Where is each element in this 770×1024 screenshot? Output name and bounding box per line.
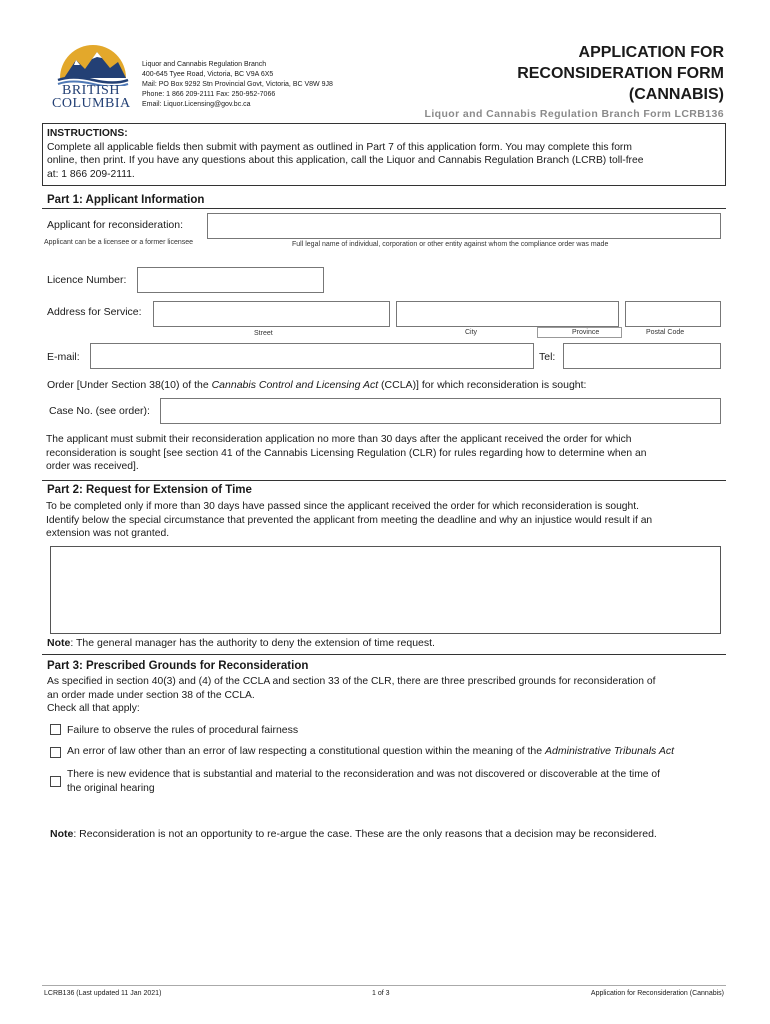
part3-note-text: : Reconsideration is not an opportunity to re-argue the case. These are the only reasons that a decision may be reconsidered.	[73, 828, 657, 840]
option-new-evidence-line-1: There is new evidence that is substantial and material to the reconsideration and was not discovered or discoverable at the time of	[67, 769, 660, 780]
province-label: Province	[572, 329, 600, 336]
title-line-2: RECONSIDERATION FORM	[517, 65, 724, 82]
instructions-line-3: at: 1 866 209-2111.	[47, 168, 135, 180]
order-post: (CCLA)] for which reconsideration is sought:	[378, 379, 587, 391]
checkbox-error-of-law[interactable]	[50, 747, 61, 758]
sun-mountain-emblem-icon	[52, 38, 134, 86]
city-input[interactable]	[396, 301, 619, 327]
branch-address-block	[142, 60, 333, 110]
licence-number-input[interactable]	[137, 267, 324, 293]
licence-label: Licence Number:	[47, 274, 127, 286]
bc-logo	[52, 38, 134, 112]
applicant-sublabel: Full legal name of individual, corporation or other entity against whom the compliance order was made	[292, 241, 609, 248]
branch-name: Liquor and Cannabis Regulation Branch	[142, 61, 267, 68]
part3-line-2: an order made under section 38 of the CCLA.	[47, 689, 255, 701]
part2-note	[47, 637, 435, 649]
part2-note-bold: Note	[47, 637, 71, 649]
part2-line-1: To be completed only if more than 30 days have passed since the applicant received the order for which reconsideration is sought.	[46, 501, 639, 512]
deadline-line-1: The applicant must submit their reconsideration application no more than 30 days after the applicant received the order for which	[46, 434, 632, 445]
instructions-line-1: Complete all applicable fields then submit with payment as outlined in Part 7 of this application form. You may complete this form	[47, 141, 632, 153]
email-input[interactable]	[90, 343, 534, 369]
postal-label: Postal Code	[646, 329, 685, 336]
branch-mail: Mail: PO Box 9292 Stn Provincial Govt, Victoria, BC V8W 9J8	[142, 81, 333, 88]
title-line-1: APPLICATION FOR	[578, 44, 724, 61]
street-input[interactable]	[153, 301, 390, 327]
title-line-3: (CANNABIS)	[628, 86, 724, 103]
part3-title: Part 3: Prescribed Grounds for Reconsideration	[47, 660, 309, 672]
footer-left: LCRB136 (Last updated 11 Jan 2021)	[44, 990, 162, 997]
applicant-name-input[interactable]	[207, 213, 721, 239]
option-new-evidence	[67, 768, 660, 795]
option-error-of-law	[67, 745, 674, 757]
order-act-name: Cannabis Control and Licensing Act	[211, 379, 379, 391]
instructions-line-2: online, then print. If you have any questions about this application, call the Liquor and Cannabis Regulation Branch (LCRB) toll-free	[47, 155, 644, 166]
street-label: Street	[254, 330, 273, 337]
tel-input[interactable]	[563, 343, 721, 369]
part2-text	[46, 500, 652, 541]
postal-code-input[interactable]	[625, 301, 721, 327]
logo-columbia: COLUMBIA	[52, 96, 131, 111]
instructions-heading: INSTRUCTIONS:	[47, 128, 128, 139]
part3-note	[50, 828, 657, 840]
case-number-input[interactable]	[160, 398, 721, 424]
part2-top-divider	[42, 480, 726, 481]
part3-line-1: As specified in section 40(3) and (4) of the CCLA and section 33 of the CLR, there are three prescribed grounds for reconsideration of	[47, 676, 656, 687]
footer-divider	[42, 985, 726, 986]
checkbox-procedural-fairness[interactable]	[50, 724, 61, 735]
part2-note-text: : The general manager has the authority to deny the extension of time request.	[70, 637, 435, 649]
deadline-text	[46, 433, 646, 474]
order-pre: Order [Under Section 38(10) of the	[47, 379, 212, 391]
part2-line-3: extension was not granted.	[46, 528, 170, 539]
option-procedural-fairness: Failure to observe the rules of procedural fairness	[67, 724, 299, 736]
applicant-label: Applicant for reconsideration:	[47, 219, 183, 231]
deadline-line-3: order was received].	[46, 461, 139, 472]
logo-british: BRITISH	[62, 83, 120, 98]
footer-right: Application for Reconsideration (Cannabis)	[590, 990, 724, 997]
tel-label: Tel:	[539, 351, 556, 363]
deadline-line-2: reconsideration is sought [see section 41 of the Cannabis Licensing Regulation (CLR) for rules regarding how to determine when an	[46, 447, 647, 459]
instructions	[47, 127, 643, 181]
part1-title: Part 1: Applicant Information	[47, 194, 205, 206]
branch-email: Email: Liquor.Licensing@gov.bc.ca	[142, 101, 251, 108]
part3-text	[47, 675, 655, 716]
part2-title: Part 2: Request for Extension of Time	[47, 484, 252, 496]
option-error-of-law-act: Administrative Tribunals Act	[545, 745, 674, 757]
order-statement	[47, 379, 586, 391]
form-id: Liquor and Cannabis Regulation Branch Form LCRB136	[424, 108, 724, 120]
email-label: E-mail:	[47, 351, 80, 363]
applicant-note: Applicant can be a licensee or a former licensee	[44, 239, 194, 246]
option-new-evidence-line-2: the original hearing	[67, 782, 155, 794]
branch-phone: Phone: 1 866 209-2111 Fax: 250-952-7066	[142, 91, 276, 98]
option-error-of-law-text: An error of law other than an error of law respecting a constitutional question within the meaning of the	[67, 745, 546, 757]
footer-page-number: 1 of 3	[372, 990, 390, 997]
part3-note-bold: Note	[50, 828, 74, 840]
part3-top-divider	[42, 654, 726, 655]
case-label: Case No. (see order):	[49, 405, 150, 417]
checkbox-new-evidence[interactable]	[50, 776, 61, 787]
form-title	[517, 42, 724, 105]
part3-line-3: Check all that apply:	[47, 703, 140, 714]
branch-address: 400-645 Tyee Road, Victoria, BC V9A 6X5	[142, 71, 274, 78]
address-label: Address for Service:	[47, 306, 142, 318]
part2-line-2: Identify below the special circumstance that prevented the applicant from meeting the deadline and why an injustice would result if an	[46, 514, 653, 526]
city-label: City	[465, 329, 478, 336]
part1-divider	[42, 208, 726, 209]
extension-reason-textarea[interactable]	[50, 546, 721, 634]
